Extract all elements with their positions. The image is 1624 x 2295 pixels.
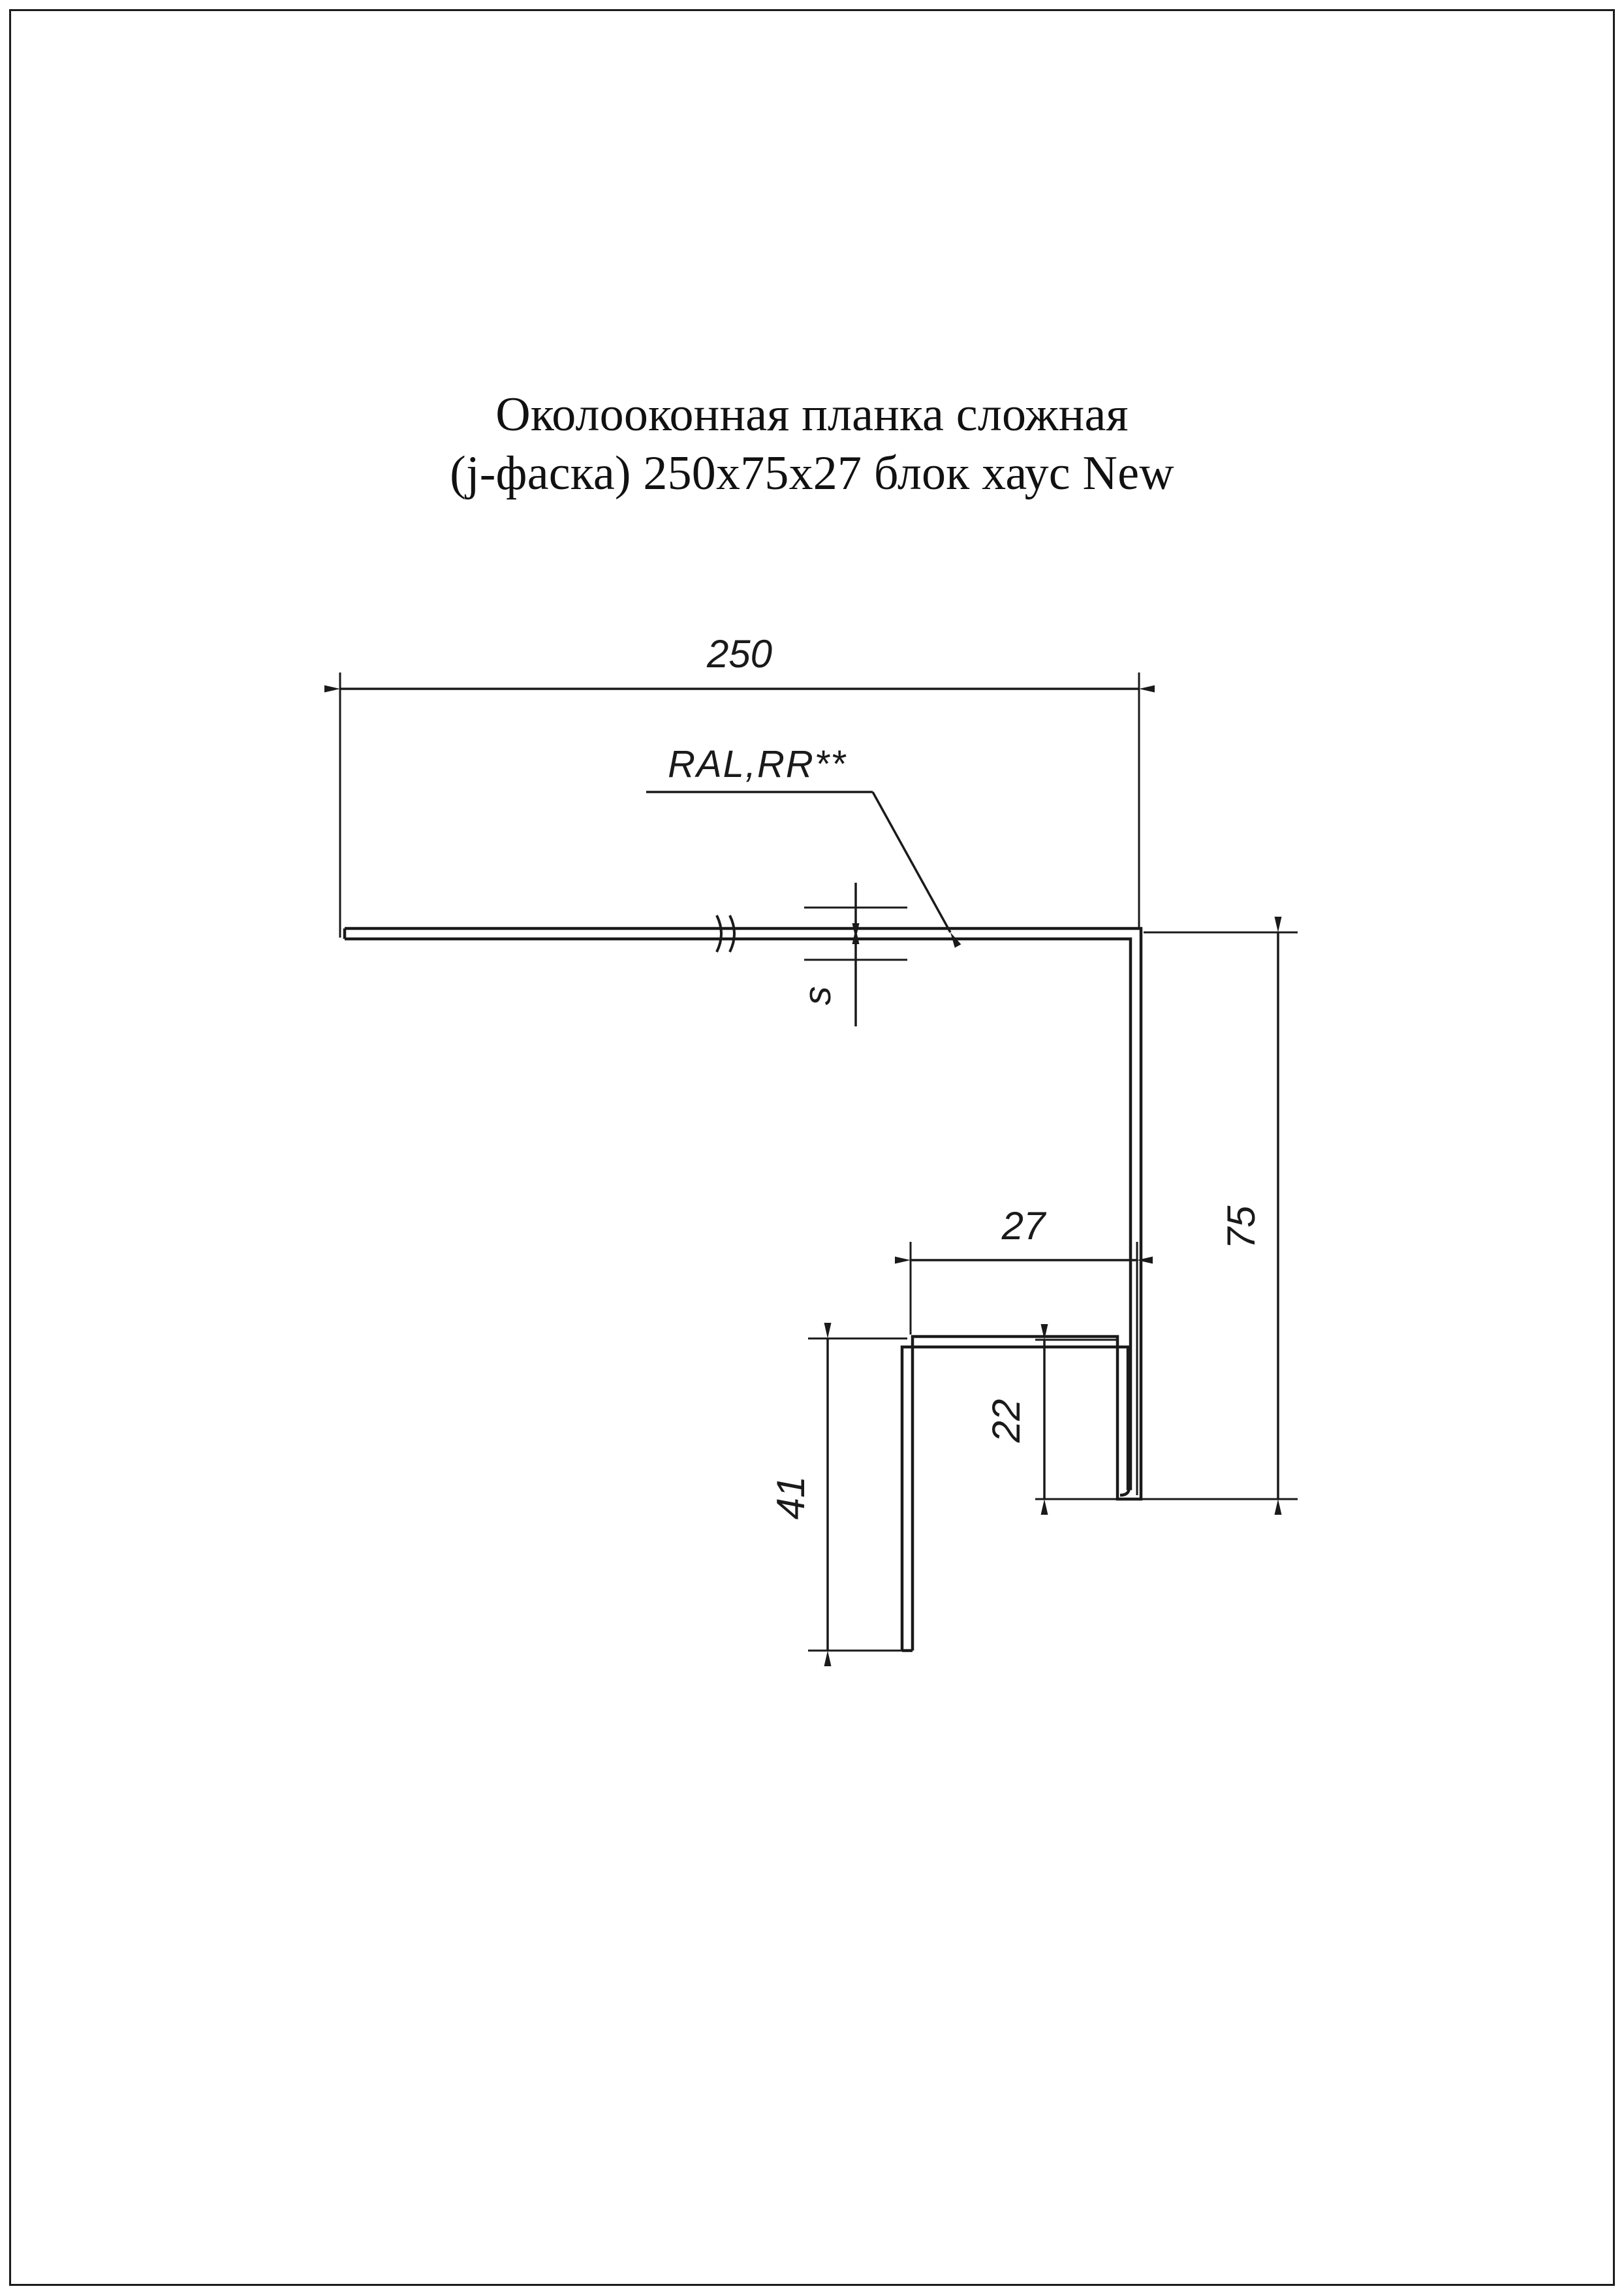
dimension-75 bbox=[1133, 932, 1298, 1499]
dimension-s-label: s bbox=[796, 986, 839, 1005]
material-callout-leader bbox=[646, 792, 950, 932]
dimension-250 bbox=[340, 673, 1139, 938]
profile-outline bbox=[345, 928, 1141, 1651]
title-line-1: Околооконная планка сложная bbox=[495, 388, 1129, 441]
dimension-41 bbox=[808, 1338, 907, 1651]
dimension-22-label: 22 bbox=[984, 1399, 1028, 1443]
dimension-250-label: 250 bbox=[706, 632, 773, 676]
dimension-27 bbox=[911, 1242, 1137, 1495]
dimension-75-label: 75 bbox=[1219, 1205, 1263, 1250]
title-line-2: (j-фаска) 250x75x27 блок хаус New bbox=[450, 447, 1174, 501]
material-callout-label: RAL,RR** bbox=[668, 743, 847, 785]
dimension-22 bbox=[1035, 1340, 1117, 1499]
dimension-41-label: 41 bbox=[769, 1476, 813, 1520]
dimension-27-label: 27 bbox=[1001, 1204, 1046, 1248]
break-symbol bbox=[717, 915, 734, 952]
